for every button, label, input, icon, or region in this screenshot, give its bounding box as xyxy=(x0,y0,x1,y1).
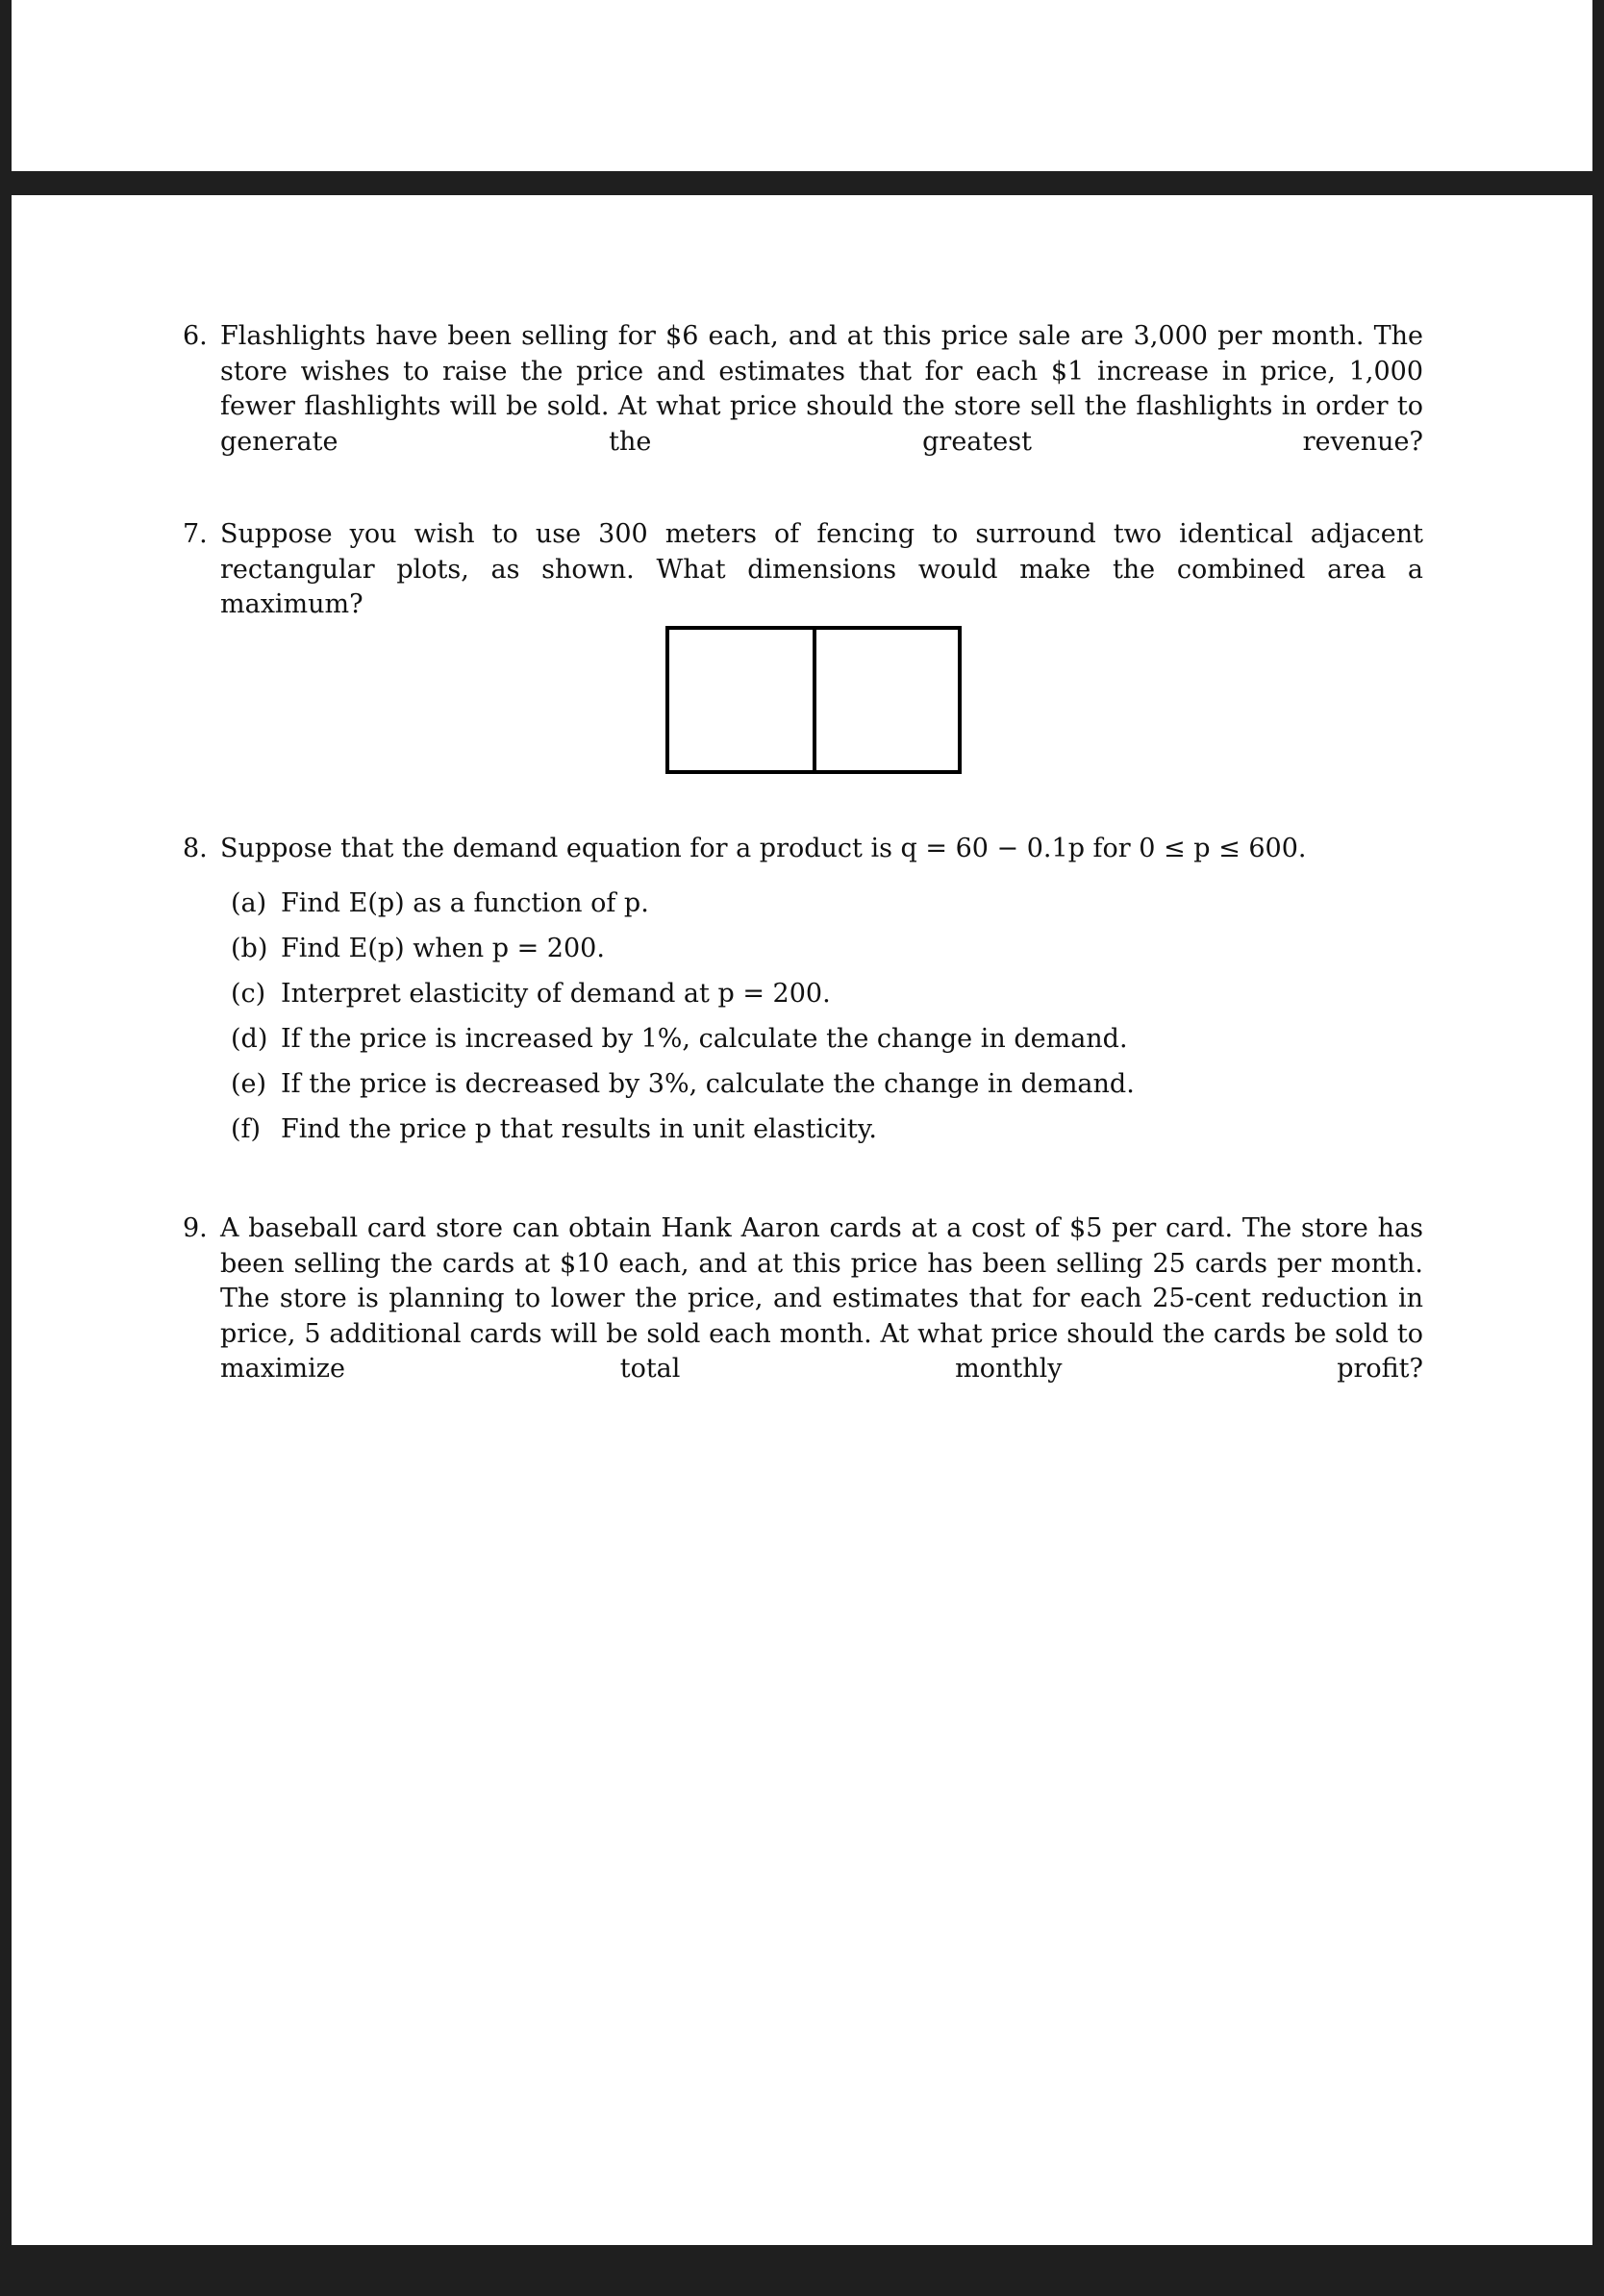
document-page xyxy=(12,195,1592,2245)
previous-page-bottom xyxy=(12,0,1592,171)
part-label: (f) xyxy=(231,1114,262,1144)
part-c xyxy=(231,979,831,1009)
part-text: Find E(p) as a function of p. xyxy=(281,888,649,918)
part-d xyxy=(231,1024,1128,1054)
question-9 xyxy=(183,1211,1423,1422)
question-number: 9. xyxy=(183,1213,208,1243)
question-text: Suppose you wish to use 300 meters of fencing to surround two identical adjacent rectangular plots, as shown. What dimensions would make the combined area a maximum? xyxy=(220,519,1423,619)
part-label: (b) xyxy=(231,934,268,963)
part-text: Interpret elasticity of demand at p = 200. xyxy=(281,979,831,1009)
part-f xyxy=(231,1114,877,1144)
part-a xyxy=(231,888,649,918)
part-label: (a) xyxy=(231,888,267,918)
fence-plots-diagram xyxy=(665,626,964,778)
part-text: Find E(p) when p = 200. xyxy=(281,934,605,963)
part-text: If the price is increased by 1%, calculate the change in demand. xyxy=(281,1024,1128,1054)
part-e xyxy=(231,1069,1135,1099)
question-text: Suppose that the demand equation for a product is q = 60 − 0.1p for 0 ≤ p ≤ 600. xyxy=(220,834,1307,863)
question-6 xyxy=(183,319,1423,495)
part-text: If the price is decreased by 3%, calculate the change in demand. xyxy=(281,1069,1135,1099)
part-label: (d) xyxy=(231,1024,268,1054)
question-number: 8. xyxy=(183,834,208,863)
question-text: Flashlights have been selling for $6 each, and at this price sale are 3,000 per month. The store wishes to raise the price and estimates that for each $1 increase in price, 1,000 fewer flashlights will be sold. At what price should the store sell the flashlights in order to generate the greatest revenue? xyxy=(220,321,1423,457)
part-label: (e) xyxy=(231,1069,267,1099)
question-8 xyxy=(183,832,1423,867)
question-text: A baseball card store can obtain Hank Aaron cards at a cost of $5 per card. The store has been selling the cards at $10 each, and at this price has been selling 25 cards per month. The store is planning to lower the price, and estimates that for each 25-cent reduction in price, 5 additional cards will be sold each month. At what price should the cards be sold to maximize total monthly profit? xyxy=(220,1213,1423,1384)
question-number: 6. xyxy=(183,321,208,351)
question-number: 7. xyxy=(183,519,208,549)
part-b xyxy=(231,934,605,963)
part-text: Find the price p that results in unit elasticity. xyxy=(281,1114,877,1144)
part-label: (c) xyxy=(231,979,266,1009)
